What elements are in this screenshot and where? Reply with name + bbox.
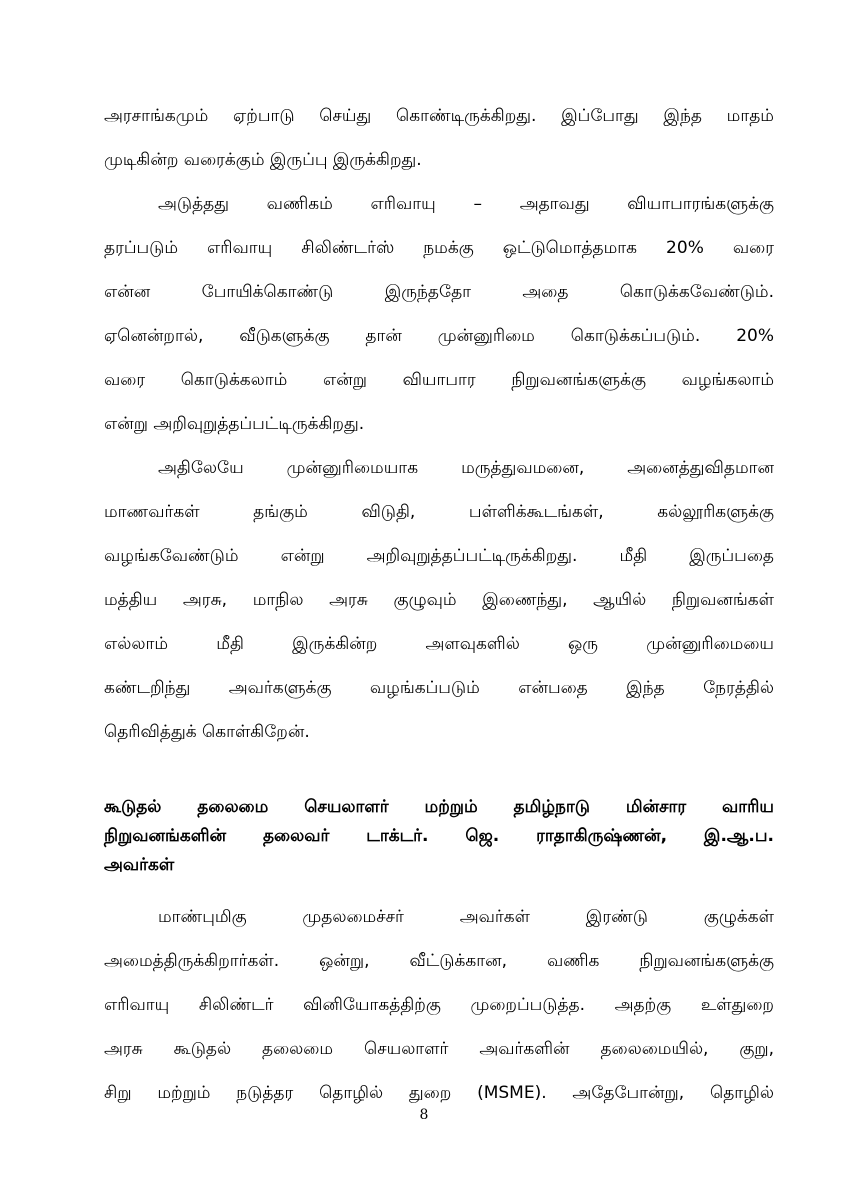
paragraph-4-line-4: அரசு கூடுதல் தலைமை செயலாளர் அவர்களின் தலைமையில், குறு, — [104, 1039, 774, 1059]
paragraph-4-line-3: எரிவாயு சிலிண்டர் வினியோகத்திற்கு முறைப்படுத்த. அதற்கு உள்துறை — [104, 995, 774, 1015]
speaker-heading-line-2: நிறுவனங்களின் தலைவர் டாக்டர். ஜெ. ராதாகிருஷ்ணன், இ.ஆ.ப. — [104, 826, 774, 846]
paragraph-2-line-3: என்ன போயிக்கொண்டு இருந்ததோ அதை கொடுக்கவேண்டும். — [104, 282, 774, 302]
speaker-heading-line-1: கூடுதல் தலைமை செயலாளர் மற்றும் தமிழ்நாடு மின்சார வாரிய — [104, 797, 774, 817]
paragraph-1-line-1: அரசாங்கமும் ஏற்பாடு செய்து கொண்டிருக்கிறது. இப்போது இந்த மாதம் — [104, 106, 774, 126]
paragraph-2-line-4: ஏனென்றால், வீடுகளுக்கு தான் முன்னுரிமை கொடுக்கப்படும். 20% — [104, 326, 774, 346]
paragraph-4-line-5: சிறு மற்றும் நடுத்தர தொழில் துறை (MSME). அதேபோன்று, தொழில் — [104, 1083, 774, 1103]
paragraph-3-line-2: மாணவர்கள் தங்கும் விடுதி, பள்ளிக்கூடங்கள், கல்லூரிகளுக்கு — [104, 502, 774, 522]
page-number: 8 — [419, 1107, 429, 1123]
paragraph-3-line-1: அதிலேயே முன்னுரிமையாக மருத்துவமனை, அனைத்துவிதமான — [158, 458, 774, 478]
paragraph-3-line-5: எல்லாம் மீதி இருக்கின்ற அளவுகளில் ஒரு முன்னுரிமையை — [104, 634, 774, 654]
paragraph-2-line-1: அடுத்தது வணிகம் எரிவாயு – அதாவது வியாபாரங்களுக்கு — [158, 194, 774, 214]
paragraph-3-line-7: தெரிவித்துக் கொள்கிறேன். — [104, 722, 310, 742]
paragraph-2-line-2: தரப்படும் எரிவாயு சிலிண்டர்ஸ் நமக்கு ஒட்டுமொத்தமாக 20% வரை — [104, 238, 774, 258]
paragraph-2-line-5: வரை கொடுக்கலாம் என்று வியாபார நிறுவனங்களுக்கு வழங்கலாம் — [104, 370, 774, 390]
paragraph-4-line-2: அமைத்திருக்கிறார்கள். ஒன்று, வீட்டுக்கான, வணிக நிறுவனங்களுக்கு — [104, 951, 774, 971]
paragraph-3-line-4: மத்திய அரசு, மாநில அரசு குழுவும் இணைந்து, ஆயில் நிறுவனங்கள் — [104, 590, 774, 610]
paragraph-1-line-2: முடிகின்ற வரைக்கும் இருப்பு இருக்கிறது. — [104, 150, 422, 170]
speaker-heading-line-3: அவர்கள் — [104, 855, 175, 875]
paragraph-4-line-1: மாண்புமிகு முதலமைச்சர் அவர்கள் இரண்டு குழுக்கள் — [158, 907, 774, 927]
paragraph-3-line-6: கண்டறிந்து அவர்களுக்கு வழங்கப்படும் என்பதை இந்த நேரத்தில் — [104, 678, 774, 698]
paragraph-3-line-3: வழங்கவேண்டும் என்று அறிவுறுத்தப்பட்டிருக்கிறது. மீதி இருப்பதை — [104, 546, 774, 566]
paragraph-2-line-6: என்று அறிவுறுத்தப்பட்டிருக்கிறது. — [104, 414, 365, 434]
